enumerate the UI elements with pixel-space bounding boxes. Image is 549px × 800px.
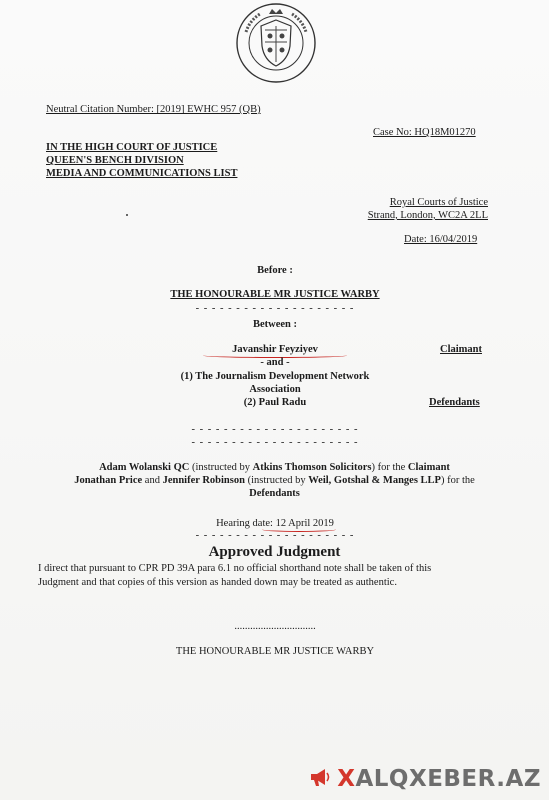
and-separator: - and - xyxy=(260,357,290,368)
court-line: QUEEN'S BENCH DIVISION xyxy=(46,155,184,166)
counsel-text: (instructed by xyxy=(189,462,253,473)
court-line: MEDIA AND COMMUNICATIONS LIST xyxy=(46,168,238,179)
watermark xyxy=(309,766,541,792)
court-address xyxy=(351,196,488,222)
direction-text-line-1: I direct that pursuant to CPR PD 39A para 6.1 no official shorthand note shall be taken of this xyxy=(38,563,432,574)
signature-line: ............................... xyxy=(234,621,316,632)
separator-dashes: - - - - - - - - - - - - - - - - - - - - xyxy=(195,303,355,314)
hearing-date: Hearing date: 12 April 2019 xyxy=(216,518,334,529)
watermark-accent: X xyxy=(337,766,356,792)
watermark-rest: ALQXEBER.AZ xyxy=(355,766,541,792)
before-label: Before : xyxy=(257,265,293,276)
address-line: Royal Courts of Justice xyxy=(389,197,488,208)
defendant-one-line: Association xyxy=(249,384,301,395)
solicitor-name: Atkins Thomson Solicitors xyxy=(252,462,372,473)
defendant-one-line: (1) The Journalism Development Network xyxy=(180,371,370,382)
party-name: Claimant xyxy=(407,462,450,473)
megaphone-icon xyxy=(309,767,331,792)
counsel-text: (instructed by xyxy=(244,475,309,486)
case-number: Case No: HQ18M01270 xyxy=(373,127,476,138)
approved-judgment-title: Approved Judgment xyxy=(208,544,341,560)
court-heading xyxy=(46,141,237,180)
royal-seal-icon xyxy=(235,2,317,84)
address-line: Strand, London, WC2A 2LL xyxy=(367,210,488,221)
claimant-name: Javanshir Feyziyev xyxy=(232,344,318,355)
between-label: Between : xyxy=(252,319,298,330)
neutral-citation: Neutral Citation Number: [2019] EWHC 957 (QB) xyxy=(46,104,261,115)
solicitor-name: Weil, Gotshal & Manges LLP xyxy=(308,475,441,486)
counsel-text: and xyxy=(142,475,163,486)
judgment-date: Date: 16/04/2019 xyxy=(404,234,478,245)
court-line: IN THE HIGH COURT OF JUSTICE xyxy=(46,142,218,153)
counsel-line-2 xyxy=(0,475,549,486)
claimant-role: Claimant xyxy=(440,344,482,355)
separator-dashes: - - - - - - - - - - - - - - - - - - - - xyxy=(195,530,355,541)
counsel-line-3: Defendants xyxy=(249,488,300,499)
counsel-text: ) for the xyxy=(371,462,408,473)
separator-dashes: - - - - - - - - - - - - - - - - - - - - - xyxy=(191,437,359,448)
separator-dashes: - - - - - - - - - - - - - - - - - - - - - xyxy=(191,424,359,435)
counsel-text: ) for the xyxy=(440,475,475,486)
judge-signoff: THE HONOURABLE MR JUSTICE WARBY xyxy=(175,646,375,657)
judge-title: THE HONOURABLE MR JUSTICE WARBY xyxy=(170,289,380,300)
watermark-text xyxy=(337,766,541,792)
counsel-line-1 xyxy=(0,462,549,473)
counsel-name: Jonathan Price xyxy=(74,475,143,486)
speck xyxy=(126,214,128,216)
direction-text-line-2: Judgment and that copies of this version as handed down may be treated as authentic. xyxy=(38,577,397,588)
defendants-role: Defendants xyxy=(429,397,480,408)
counsel-name: Adam Wolanski QC xyxy=(99,462,190,473)
defendant-two: (2) Paul Radu xyxy=(243,397,307,408)
counsel-name: Jennifer Robinson xyxy=(162,475,245,486)
defendant-one xyxy=(100,370,450,396)
